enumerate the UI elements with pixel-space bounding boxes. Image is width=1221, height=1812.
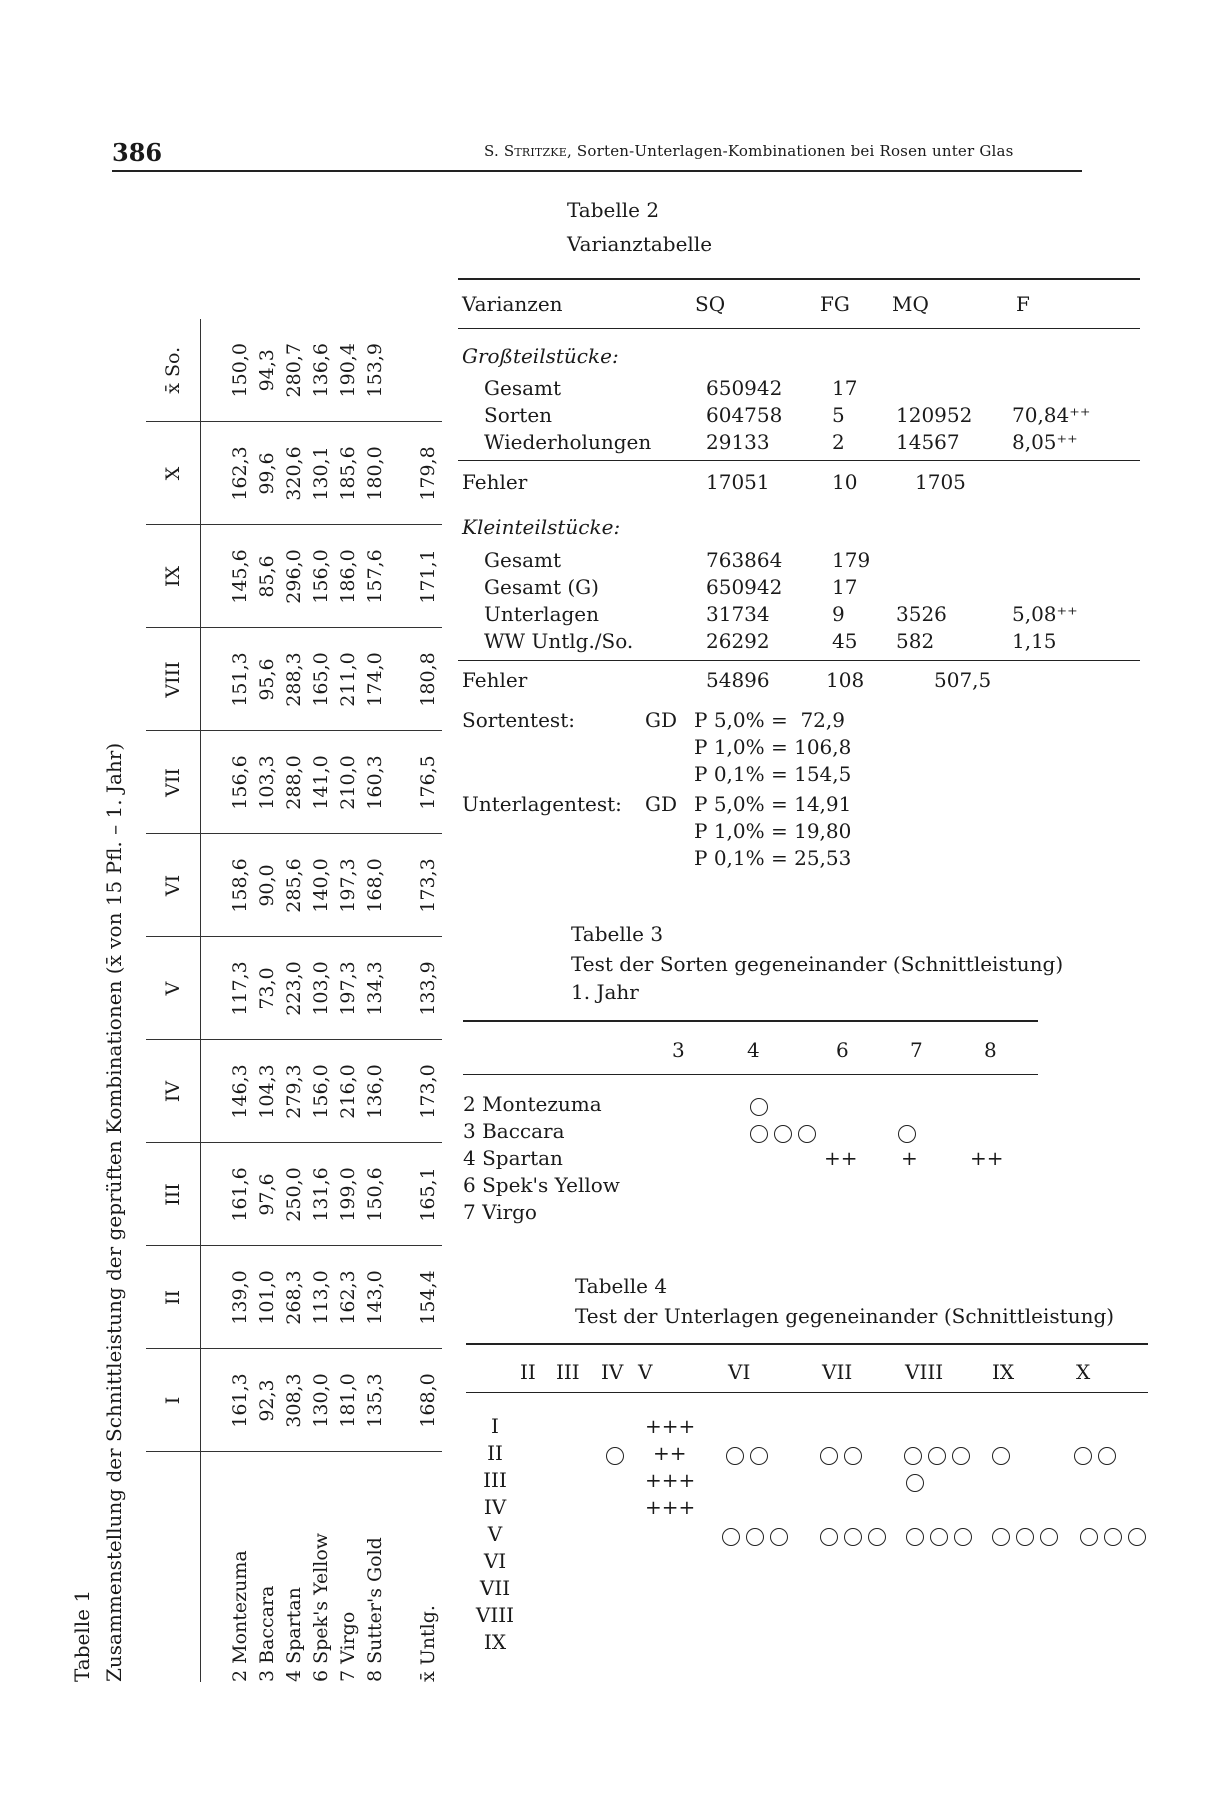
significance-circle-icon bbox=[774, 1125, 792, 1143]
significance-circle-icon bbox=[928, 1447, 946, 1465]
t4-col: V bbox=[638, 1360, 653, 1384]
spacer-cell bbox=[389, 1246, 415, 1349]
t4-marks-v-x bbox=[1080, 1526, 1152, 1546]
significance-circle-icon bbox=[750, 1125, 768, 1143]
table-cell: 134,3 bbox=[362, 937, 389, 1040]
table-cell: 216,0 bbox=[335, 1040, 362, 1143]
t3-mark: + bbox=[901, 1146, 918, 1170]
significance-circle-icon bbox=[1080, 1528, 1098, 1546]
table-cell: 210,0 bbox=[335, 731, 362, 834]
significance-circle-icon bbox=[904, 1447, 922, 1465]
mq-value: 582 bbox=[896, 629, 935, 653]
table-cell: 150,0 bbox=[227, 319, 254, 422]
t3-marks-baccara-7 bbox=[898, 1123, 922, 1143]
col-varianzen: Varianzen bbox=[462, 292, 563, 316]
t3-row-label: 7 Virgo bbox=[463, 1200, 537, 1224]
table-cell: 285,6 bbox=[281, 834, 308, 937]
row-label: 8 Sutter's Gold bbox=[364, 1537, 386, 1682]
significance-circle-icon bbox=[726, 1447, 744, 1465]
table-cell: 320,6 bbox=[281, 422, 308, 525]
significance-circle-icon bbox=[1128, 1528, 1146, 1546]
spacer-cell bbox=[201, 525, 228, 628]
spacer-cell bbox=[389, 422, 415, 525]
t4-row-label: II bbox=[487, 1441, 503, 1465]
spacer-cell bbox=[389, 1143, 415, 1246]
t4-col: X bbox=[1076, 1360, 1091, 1384]
t4-col: IV bbox=[601, 1360, 624, 1384]
tabelle-4-caption: Test der Unterlagen gegeneinander (Schnittleistung) bbox=[575, 1304, 1115, 1328]
spacer-cell bbox=[201, 937, 228, 1040]
spacer-cell bbox=[201, 731, 228, 834]
table-cell: 141,0 bbox=[308, 731, 335, 834]
tabelle-4-top-rule bbox=[466, 1343, 1148, 1345]
f-value: 1,15 bbox=[1012, 629, 1057, 653]
unterlagentest-line: P 0,1% = 25,53 bbox=[694, 846, 852, 870]
table-cell bbox=[415, 319, 442, 422]
tabelle-1 bbox=[70, 192, 439, 1712]
t3-row-label: 3 Baccara bbox=[463, 1119, 565, 1143]
mq-value: 3526 bbox=[896, 602, 947, 626]
significance-circle-icon bbox=[952, 1447, 970, 1465]
significance-circle-icon bbox=[906, 1528, 924, 1546]
significance-circle-icon bbox=[954, 1528, 972, 1546]
table-cell: 85,6 bbox=[254, 525, 281, 628]
significance-circle-icon bbox=[844, 1528, 862, 1546]
significance-circle-icon bbox=[798, 1125, 816, 1143]
column-header: V bbox=[146, 937, 201, 1040]
significance-circle-icon bbox=[820, 1447, 838, 1465]
column-header: x̄ So. bbox=[146, 319, 201, 422]
table-cell: 92,3 bbox=[254, 1349, 281, 1452]
t4-marks-v-ix bbox=[992, 1526, 1064, 1546]
fehler-1-mq: 1705 bbox=[915, 470, 966, 494]
t4-marks-v-vii bbox=[820, 1526, 892, 1546]
fehler-1-sq: 17051 bbox=[706, 470, 770, 494]
t4-col: VIII bbox=[905, 1360, 944, 1384]
table-cell: 154,4 bbox=[415, 1246, 442, 1349]
spacer-cell bbox=[389, 834, 415, 937]
varianz-label: Gesamt bbox=[484, 548, 562, 572]
significance-circle-icon bbox=[1104, 1528, 1122, 1546]
table-cell: 185,6 bbox=[335, 422, 362, 525]
table-cell: 143,0 bbox=[362, 1246, 389, 1349]
t4-col: VII bbox=[822, 1360, 853, 1384]
tabelle-3-header-rule bbox=[463, 1074, 1038, 1075]
spacer-cell bbox=[201, 628, 228, 731]
significance-circle-icon bbox=[898, 1125, 916, 1143]
table-cell: 162,3 bbox=[335, 1246, 362, 1349]
col-fg: FG bbox=[820, 292, 850, 316]
table-cell: 90,0 bbox=[254, 834, 281, 937]
table-cell: 151,3 bbox=[227, 628, 254, 731]
table-row bbox=[308, 319, 335, 1682]
t3-mark: ++ bbox=[970, 1146, 1004, 1170]
t4-col: III bbox=[556, 1360, 580, 1384]
table-row bbox=[227, 319, 254, 1682]
significance-circle-icon bbox=[868, 1528, 886, 1546]
table-cell: 150,6 bbox=[362, 1143, 389, 1246]
significance-circle-icon bbox=[930, 1528, 948, 1546]
table-cell: 156,0 bbox=[308, 525, 335, 628]
t4-row-label: VII bbox=[479, 1576, 511, 1600]
table-cell: 162,3 bbox=[227, 422, 254, 525]
table-cell: 165,1 bbox=[415, 1143, 442, 1246]
tabelle-4-header-rule bbox=[466, 1392, 1148, 1393]
tabelle-2-header-rule bbox=[458, 328, 1140, 329]
t4-marks-ii-vii bbox=[820, 1445, 868, 1465]
table-cell: 131,6 bbox=[308, 1143, 335, 1246]
column-header: IX bbox=[146, 525, 201, 628]
unterlagentest-gd: GD bbox=[645, 792, 678, 816]
running-head bbox=[484, 142, 1014, 160]
table-cell: 174,0 bbox=[362, 628, 389, 731]
varianz-label: Gesamt (G) bbox=[484, 575, 599, 599]
table-cell: 113,0 bbox=[308, 1246, 335, 1349]
table-cell: 179,8 bbox=[415, 422, 442, 525]
spacer-cell bbox=[201, 834, 228, 937]
row-label: 4 Spartan bbox=[283, 1587, 305, 1682]
t4-marks-ii-vi bbox=[726, 1445, 774, 1465]
significance-circle-icon bbox=[770, 1528, 788, 1546]
row-label: 6 Spek's Yellow bbox=[310, 1532, 332, 1682]
spacer-cell bbox=[201, 1143, 228, 1246]
column-header: III bbox=[146, 1143, 201, 1246]
table-cell: 280,7 bbox=[281, 319, 308, 422]
table-cell: 73,0 bbox=[254, 937, 281, 1040]
col-sq: SQ bbox=[695, 292, 726, 316]
table-cell: 176,5 bbox=[415, 731, 442, 834]
t3-col: 8 bbox=[984, 1038, 997, 1062]
table-cell: 139,0 bbox=[227, 1246, 254, 1349]
table-cell: 104,3 bbox=[254, 1040, 281, 1143]
spacer-cell bbox=[389, 937, 415, 1040]
t4-marks-ii-viii bbox=[904, 1445, 976, 1465]
table-cell: 101,0 bbox=[254, 1246, 281, 1349]
table-cell: 146,3 bbox=[227, 1040, 254, 1143]
t4-row-label: VI bbox=[483, 1549, 507, 1573]
spacer-cell bbox=[389, 1349, 415, 1452]
sortentest-line: P 1,0% = 106,8 bbox=[694, 735, 852, 759]
t4-row-label: III bbox=[483, 1468, 507, 1492]
t4-mark: ++ bbox=[653, 1441, 687, 1465]
section-kleinteilstuecke: Kleinteilstücke: bbox=[462, 515, 621, 539]
table-cell: 153,9 bbox=[362, 319, 389, 422]
tabelle-3-top-rule bbox=[463, 1020, 1038, 1022]
tabelle-3-label: Tabelle 3 bbox=[571, 922, 664, 946]
spacer-cell bbox=[201, 422, 228, 525]
table-cell: 171,1 bbox=[415, 525, 442, 628]
significance-circle-icon bbox=[1040, 1528, 1058, 1546]
significance-circle-icon bbox=[906, 1474, 924, 1492]
sortentest-line: P 5,0% = 72,9 bbox=[694, 708, 845, 732]
column-header: IV bbox=[146, 1040, 201, 1143]
t4-row-label: I bbox=[491, 1414, 499, 1438]
significance-circle-icon bbox=[992, 1528, 1010, 1546]
table-cell: 145,6 bbox=[227, 525, 254, 628]
sortentest-line: P 0,1% = 154,5 bbox=[694, 762, 852, 786]
sortentest-label: Sortentest: bbox=[462, 708, 575, 732]
spacer-cell bbox=[389, 1452, 415, 1682]
table-cell: 296,0 bbox=[281, 525, 308, 628]
running-head-author: S. Stritzke bbox=[484, 142, 567, 160]
sq-value: 29133 bbox=[706, 430, 770, 454]
table-cell: 165,0 bbox=[308, 628, 335, 731]
tabelle-1-corner bbox=[146, 1452, 201, 1682]
column-header: X bbox=[146, 422, 201, 525]
varianz-label: Gesamt bbox=[484, 376, 562, 400]
spacer-cell bbox=[389, 1040, 415, 1143]
t4-col: II bbox=[520, 1360, 536, 1384]
t3-marks-baccara-4 bbox=[750, 1123, 822, 1143]
spacer-cell bbox=[201, 1452, 228, 1682]
spacer-cell bbox=[389, 319, 415, 422]
sq-value: 31734 bbox=[706, 602, 770, 626]
sq-value: 650942 bbox=[706, 376, 783, 400]
table-cell: 180,8 bbox=[415, 628, 442, 731]
tabelle-4-label: Tabelle 4 bbox=[575, 1274, 668, 1298]
table-cell: 156,6 bbox=[227, 731, 254, 834]
table-cell: 173,0 bbox=[415, 1040, 442, 1143]
spacer-cell bbox=[201, 319, 228, 422]
mean-row bbox=[415, 319, 442, 1682]
significance-circle-icon bbox=[1074, 1447, 1092, 1465]
t3-row-label: 6 Spek's Yellow bbox=[463, 1173, 620, 1197]
fg-value: 17 bbox=[832, 376, 858, 400]
column-header: VIII bbox=[146, 628, 201, 731]
col-f: F bbox=[1016, 292, 1030, 316]
significance-circle-icon bbox=[750, 1098, 768, 1116]
table-cell: 160,3 bbox=[362, 731, 389, 834]
tabelle-1-label: Tabelle 1 bbox=[70, 1589, 94, 1682]
table-row bbox=[362, 319, 389, 1682]
row-label: x̄ Untlg. bbox=[417, 1605, 439, 1682]
table-cell: 168,0 bbox=[362, 834, 389, 937]
spacer-cell bbox=[201, 1246, 228, 1349]
table-cell: 94,3 bbox=[254, 319, 281, 422]
table-cell: 211,0 bbox=[335, 628, 362, 731]
table-cell: 157,6 bbox=[362, 525, 389, 628]
t4-marks-v-vi bbox=[722, 1526, 794, 1546]
sq-value: 26292 bbox=[706, 629, 770, 653]
spacer-cell bbox=[389, 731, 415, 834]
table-cell: 130,0 bbox=[308, 1349, 335, 1452]
t4-marks-v-viii bbox=[906, 1526, 978, 1546]
section-grossteilstuecke: Großteilstücke: bbox=[462, 344, 619, 368]
significance-circle-icon bbox=[1016, 1528, 1034, 1546]
row-label: 3 Baccara bbox=[256, 1585, 278, 1682]
mq-value: 120952 bbox=[896, 403, 973, 427]
row-label: 7 Virgo bbox=[337, 1611, 359, 1682]
spacer-cell bbox=[389, 525, 415, 628]
significance-circle-icon bbox=[992, 1447, 1010, 1465]
table-row bbox=[281, 319, 308, 1682]
table-cell: 250,0 bbox=[281, 1143, 308, 1246]
fehler-2-fg: 108 bbox=[826, 668, 865, 692]
table-cell: 197,3 bbox=[335, 834, 362, 937]
t3-col: 4 bbox=[747, 1038, 760, 1062]
table-cell: 135,3 bbox=[362, 1349, 389, 1452]
significance-circle-icon bbox=[746, 1528, 764, 1546]
table-cell: 117,3 bbox=[227, 937, 254, 1040]
tabelle-1-body bbox=[201, 319, 443, 1682]
table-cell: 223,0 bbox=[281, 937, 308, 1040]
table-cell: 186,0 bbox=[335, 525, 362, 628]
column-header: II bbox=[146, 1246, 201, 1349]
t4-mark: +++ bbox=[645, 1414, 696, 1438]
tabelle-3-caption: Test der Sorten gegeneinander (Schnittleistung) bbox=[571, 952, 1064, 976]
t4-row-label: V bbox=[487, 1522, 503, 1546]
t4-row-label: VIII bbox=[475, 1603, 515, 1627]
column-header: VI bbox=[146, 834, 201, 937]
table-cell: 136,6 bbox=[308, 319, 335, 422]
t3-col: 7 bbox=[910, 1038, 923, 1062]
f-value: 8,05⁺⁺ bbox=[1012, 430, 1078, 454]
t4-mark: +++ bbox=[645, 1495, 696, 1519]
t3-mark: ++ bbox=[824, 1146, 858, 1170]
t4-col: IX bbox=[992, 1360, 1015, 1384]
tabelle-3-caption-year: 1. Jahr bbox=[571, 980, 639, 1004]
varianz-label: Wiederholungen bbox=[484, 430, 652, 454]
fehler-2-sq: 54896 bbox=[706, 668, 770, 692]
t4-row-label: IV bbox=[483, 1495, 507, 1519]
tabelle-2-rule-1 bbox=[458, 460, 1140, 461]
table-cell: 190,4 bbox=[335, 319, 362, 422]
table-cell: 268,3 bbox=[281, 1246, 308, 1349]
table-cell: 95,6 bbox=[254, 628, 281, 731]
t4-marks-ii-x bbox=[1074, 1445, 1122, 1465]
table-cell: 197,3 bbox=[335, 937, 362, 1040]
fehler-2-mq: 507,5 bbox=[934, 668, 992, 692]
table-cell: 130,1 bbox=[308, 422, 335, 525]
page-number: 386 bbox=[112, 138, 163, 167]
spacer-cell bbox=[201, 1040, 228, 1143]
fehler-1-fg: 10 bbox=[832, 470, 858, 494]
t4-marks-ii-iv bbox=[606, 1445, 630, 1465]
spacer-cell bbox=[389, 628, 415, 731]
table-row bbox=[335, 319, 362, 1682]
table-cell: 199,0 bbox=[335, 1143, 362, 1246]
spacer-row bbox=[389, 319, 415, 1682]
sq-value: 650942 bbox=[706, 575, 783, 599]
unterlagentest-line: P 5,0% = 14,91 bbox=[694, 792, 852, 816]
spacer-cell bbox=[201, 1349, 228, 1452]
table-row bbox=[254, 319, 281, 1682]
table-cell: 99,6 bbox=[254, 422, 281, 525]
table-cell: 133,9 bbox=[415, 937, 442, 1040]
t3-col: 6 bbox=[836, 1038, 849, 1062]
t4-mark: +++ bbox=[645, 1468, 696, 1492]
significance-circle-icon bbox=[606, 1447, 624, 1465]
t3-row-label: 2 Montezuma bbox=[463, 1092, 602, 1116]
f-value: 70,84⁺⁺ bbox=[1012, 403, 1091, 427]
significance-circle-icon bbox=[750, 1447, 768, 1465]
table-cell: 181,0 bbox=[335, 1349, 362, 1452]
table-cell: 103,3 bbox=[254, 731, 281, 834]
significance-circle-icon bbox=[1098, 1447, 1116, 1465]
f-value: 5,08⁺⁺ bbox=[1012, 602, 1078, 626]
table-cell: 279,3 bbox=[281, 1040, 308, 1143]
table-cell: 288,3 bbox=[281, 628, 308, 731]
significance-circle-icon bbox=[820, 1528, 838, 1546]
spacer-row bbox=[201, 319, 228, 1682]
fg-value: 2 bbox=[832, 430, 845, 454]
tabelle-2-top-rule bbox=[458, 278, 1140, 280]
fehler-2-label: Fehler bbox=[462, 668, 528, 692]
mq-value: 14567 bbox=[896, 430, 960, 454]
t4-marks-ii-ix bbox=[992, 1445, 1016, 1465]
fg-value: 5 bbox=[832, 403, 845, 427]
significance-circle-icon bbox=[722, 1528, 740, 1546]
significance-circle-icon bbox=[844, 1447, 862, 1465]
fehler-1-label: Fehler bbox=[462, 470, 528, 494]
tabelle-1-header-row bbox=[146, 319, 201, 1682]
tabelle-1-caption: Zusammenstellung der Schnittleistung der geprüften Kombinationen (x̄ von 15 Pfl. – 1. Jahr) bbox=[102, 742, 126, 1682]
col-mq: MQ bbox=[892, 292, 929, 316]
column-header: I bbox=[146, 1349, 201, 1452]
tabelle-2-caption: Varianztabelle bbox=[567, 232, 713, 256]
sq-value: 604758 bbox=[706, 403, 783, 427]
table-cell: 308,3 bbox=[281, 1349, 308, 1452]
table-cell: 288,0 bbox=[281, 731, 308, 834]
table-cell: 136,0 bbox=[362, 1040, 389, 1143]
table-cell: 161,3 bbox=[227, 1349, 254, 1452]
table-cell: 156,0 bbox=[308, 1040, 335, 1143]
varianz-label: Unterlagen bbox=[484, 602, 600, 626]
varianz-label: Sorten bbox=[484, 403, 553, 427]
t3-marks-montezuma bbox=[750, 1096, 774, 1116]
varianz-label: WW Untlg./So. bbox=[484, 629, 634, 653]
table-cell: 158,6 bbox=[227, 834, 254, 937]
running-head-title: , Sorten-Unterlagen-Kombinationen bei Rosen unter Glas bbox=[566, 142, 1014, 160]
table-cell: 161,6 bbox=[227, 1143, 254, 1246]
fg-value: 17 bbox=[832, 575, 858, 599]
t4-col: VI bbox=[728, 1360, 751, 1384]
tabelle-2-label: Tabelle 2 bbox=[567, 198, 660, 222]
sq-value: 763864 bbox=[706, 548, 783, 572]
sortentest-gd: GD bbox=[645, 708, 678, 732]
t3-col: 3 bbox=[672, 1038, 685, 1062]
t3-row-label: 4 Spartan bbox=[463, 1146, 563, 1170]
table-cell: 173,3 bbox=[415, 834, 442, 937]
unterlagentest-label: Unterlagentest: bbox=[462, 792, 622, 816]
fg-value: 9 bbox=[832, 602, 845, 626]
unterlagentest-line: P 1,0% = 19,80 bbox=[694, 819, 852, 843]
table-cell: 97,6 bbox=[254, 1143, 281, 1246]
fg-value: 45 bbox=[832, 629, 858, 653]
table-cell: 103,0 bbox=[308, 937, 335, 1040]
table-cell: 180,0 bbox=[362, 422, 389, 525]
table-cell: 140,0 bbox=[308, 834, 335, 937]
table-cell: 168,0 bbox=[415, 1349, 442, 1452]
t4-marks-iii-viii bbox=[906, 1472, 930, 1492]
header-rule bbox=[112, 170, 1082, 172]
tabelle-1-table bbox=[146, 319, 442, 1682]
tabelle-2-rule-2 bbox=[458, 660, 1140, 661]
column-header: VII bbox=[146, 731, 201, 834]
fg-value: 179 bbox=[832, 548, 871, 572]
row-label: 2 Montezuma bbox=[229, 1550, 251, 1682]
t4-row-label: IX bbox=[483, 1630, 507, 1654]
